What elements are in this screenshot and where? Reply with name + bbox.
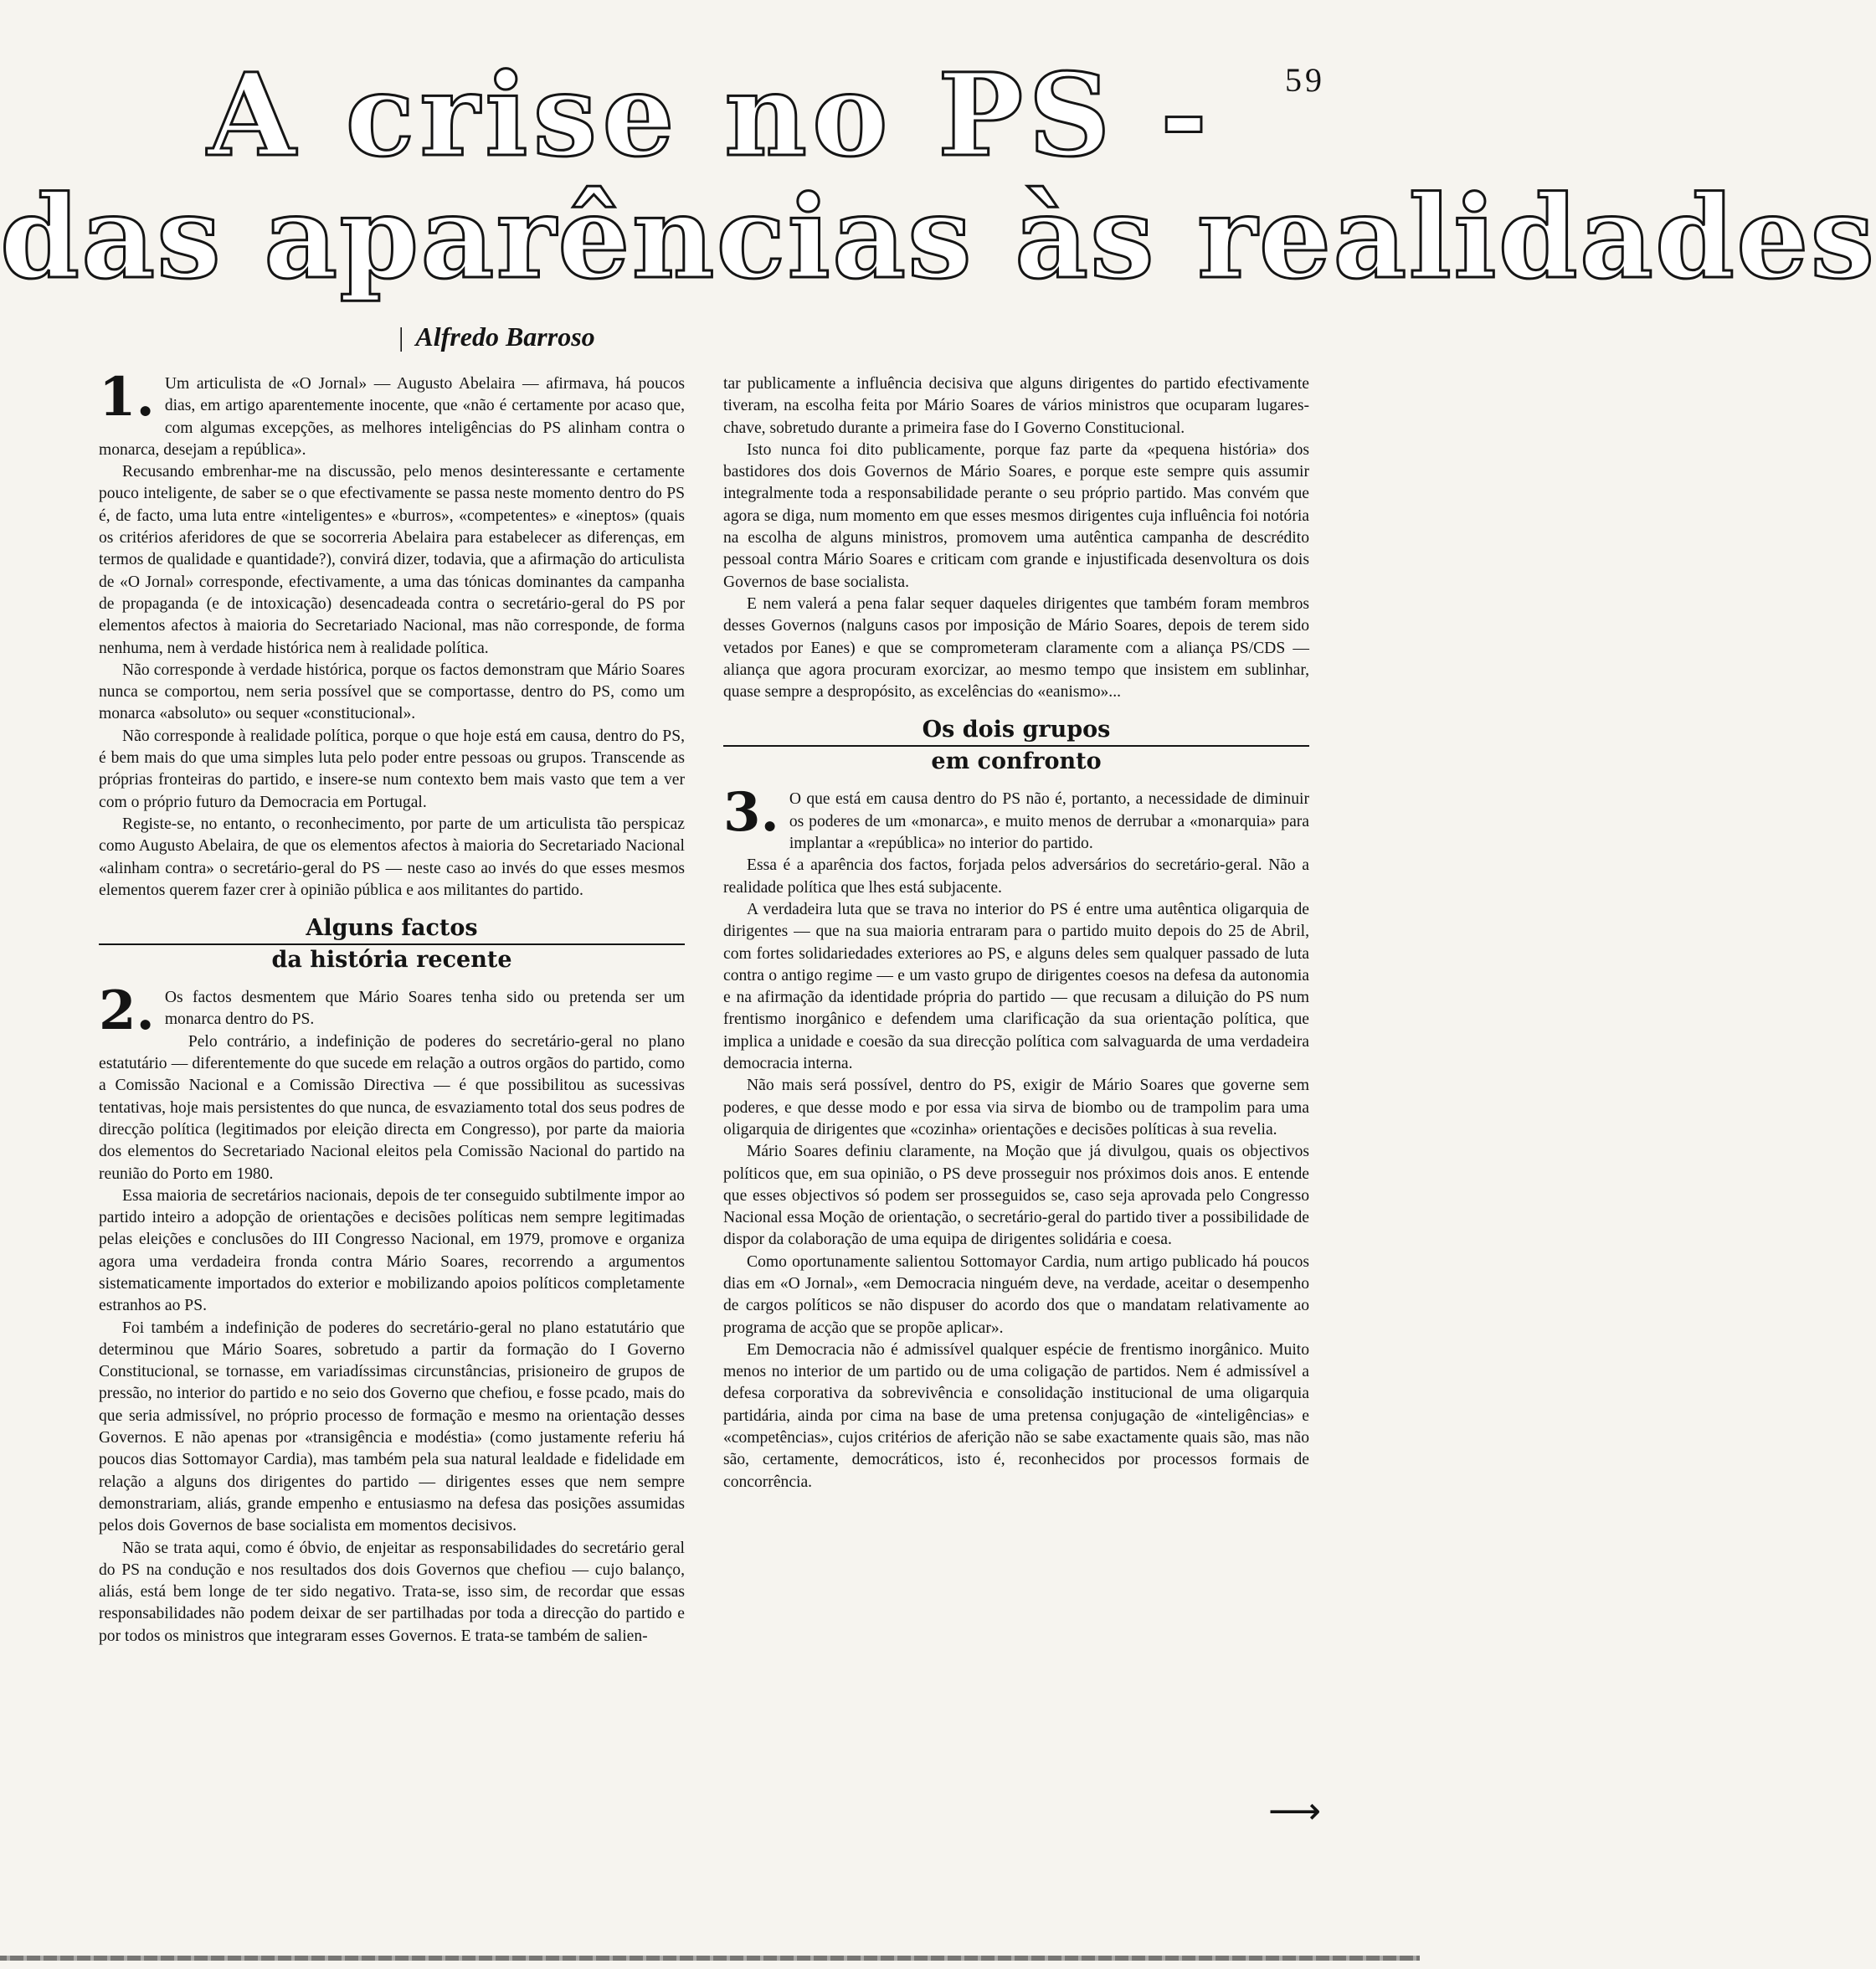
paragraph-text: Registe-se, no entanto, o reconhecimento, por parte de um articulista tão perspicaz como Augusto Abelaira, de que os elementos afectos à maioria do Secretariado Nacional «alinham contra» o secretário-geral do PS — neste caso ao invés do que esses mesmos elementos querem fazer crer à opinião pública e aos militantes do partido. [99, 815, 685, 899]
section-heading-line-2: em confronto [723, 745, 1309, 777]
paragraph [723, 899, 1309, 1075]
headline-line-1: A crise no PS - [207, 49, 1213, 183]
paragraph [99, 979, 685, 1043]
section-heading-line-2: da história recente [99, 943, 685, 975]
paragraph [723, 594, 1309, 703]
paragraph-text: Recusando embrenhar-me na discussão, pelo menos desinteressante e certamente pouco inteligente, de saber se o que efectivamente se passa neste momento dentro do PS é, de facto, uma luta entre «inteligentes» e «burros», «competentes» e «ineptos» (quais os critérios aferidores de que se socorreria Abelaira para estabelecer as diferenças, em termos de qualidade e quantidade?), convirá dizer, todavia, que a afirmação do articulista de «O Jornal» corresponde, efectivamente, a uma das tónicas dominantes da campanha de propaganda (e de intoxicação) desencadeada contra o secretário-geral do PS por elementos afectos à maioria do Secretariado Nacional, mas não corresponde, de forma nenhuma, nem à verdade histórica nem à realidade política. [99, 463, 685, 657]
paragraph-text: Não corresponde à realidade política, porque o que hoje está em causa, dentro do PS, é bem mais do que uma simples luta pelo poder entre pessoas ou grupos. Transcende as próprias fronteiras do partido, e insere-se num contexto bem mais vasto que tem a ver com o próprio futuro da Democracia em Portugal. [99, 727, 685, 811]
paragraph-text: Essa maioria de secretários nacionais, depois de ter conseguido subtilmente impor ao partido inteiro a adopção de orientações e decisões políticas nem sempre legitimadas pelas eleições e conclusões do III Congresso Nacional, em 1979, promove e organiza agora uma verdadeira fronda contra Mário Soares, recorrendo a argumentos sistematicamente importados do exterior e mobilizando apoios políticos completamente estranhos ao PS. [99, 1186, 685, 1315]
section-heading-line-1: Alguns factos [306, 915, 478, 942]
paragraph [723, 1075, 1309, 1141]
paragraph [723, 781, 1309, 855]
headline-line-2: das aparências às realidades [0, 171, 1876, 305]
paragraph [99, 1318, 685, 1538]
paragraph-text: O que está em causa dentro do PS não é, portanto, a necessidade de diminuir os poderes de um «monarca», e muito menos de derrubar a «monarquia» para implantar a «república» no interior do partido. [789, 790, 1309, 853]
paragraph [99, 726, 685, 814]
page-number: 59 [1285, 61, 1325, 99]
paragraph-text: Não mais será possível, dentro do PS, exigir de Mário Soares que governe sem poderes, e que desse modo e por essa via sirva de biombo ou de trampolim para uma oligarquia de dirigentes que «cozinha» orientações e decisões políticas à sua revelia. [723, 1077, 1309, 1139]
paragraph [99, 1185, 685, 1318]
section-heading-line-1: Os dois grupos [922, 717, 1111, 743]
paragraph-text: tar publicamente a influência decisiva que alguns dirigentes do partido efectivamente tiveram, na escolha feita por Mário Soares de vários ministros que ocuparam lugares-chave, sobretudo durante a primeira fase do I Governo Constitucional. [723, 375, 1309, 437]
paragraph [99, 461, 685, 660]
paragraph [723, 855, 1309, 899]
paragraph-text: A verdadeira luta que se trava no interior do PS é entre uma autêntica oligarquia de dirigentes — que na sua maioria entraram para o partido muito depois do 25 de Abril, com fortes solidariedades exteriores ao PS, e alguns deles sem qualquer passado de luta contra o antigo regime — e um vasto grupo de dirigentes coesos na defesa da autonomia e na afirmação da identidade própria do partido — que recusam a diluição do PS num frentismo inorgânico e defendem uma clarificação da sua orientação política, que implica a unidade e coesão da sua direcção política com salvaguarda de uma verdadeira democracia interna. [723, 900, 1309, 1073]
paragraph-text: Foi também a indefinição de poderes do secretário-geral no plano estatutário que determinou que Mário Soares, sobretudo a partir da formação do I Governo Constitucional, se tornasse, em variadíssimas circunstâncias, prisioneiro de grupos de pressão, no interior do partido e no seio dos Governo que chefiou, e fosse pcado, mais do que seria admissível, no próprio processo de formação e mesmo na orientação desses Governos. E não apenas por «transigência e modéstia» (como justamente referiu há poucos dias Sottomayor Cardia), mas também pela sua natural lealdade e fidelidade em relação a alguns dos dirigentes do partido — dirigentes esses que nem sempre demonstrariam, aliás, grande empenho e entusiasmo na defesa das posições assumidas pelos dois Governos de base socialista em momentos decisivos. [99, 1319, 685, 1535]
paragraph [723, 1339, 1309, 1493]
paragraph [99, 814, 685, 902]
right-column [723, 373, 1309, 1493]
paragraph [99, 660, 685, 726]
paragraph [99, 1031, 685, 1185]
paragraph-text: Não corresponde à verdade histórica, porque os factos demonstram que Mário Soares nunca se comportou, nem seria possível que se comportasse, dentro do PS, como um monarca «absoluto» ou sequer «constitucional». [99, 661, 685, 723]
paragraph-text: Os factos desmentem que Mário Soares tenha sido ou pretenda ser um monarca dentro do PS. [164, 989, 685, 1029]
paragraph-text: Não se trata aqui, como é óbvio, de enjeitar as responsabilidades do secretário geral do PS na condução e nos resultados dos dois Governos que chefiou — cujo balanço, aliás, está bem longe de ter sido negativo. Trata-se, isso sim, de recordar que essas responsabilidades não podem deixar de ser partilhadas por toda a direcção do partido e por todos os ministros que integraram esses Governos. E trata-se também de salien- [99, 1539, 685, 1645]
paragraph-text: Como oportunamente salientou Sottomayor Cardia, num artigo publicado há poucos dias em «O Jornal», «em Democracia ninguém deve, na verdade, aceitar o desempenho de cargos políticos se não dispuser do acordo dos que o mandatam relativamente ao programa de acção que se propõe aplicar». [723, 1252, 1309, 1337]
left-column [99, 366, 685, 1648]
paragraph [723, 1141, 1309, 1251]
byline-bar: | [398, 321, 404, 352]
paragraph [99, 1538, 685, 1648]
paragraph-text: Essa é a aparência dos factos, forjada pelos adversários do secretário-geral. Não a realidade política que lhes está subjacente. [723, 856, 1309, 897]
section-number: 2. [99, 979, 155, 1043]
section-number: 1. [99, 366, 155, 429]
paragraph-text: Pelo contrário, a indefinição de poderes do secretário-geral no plano estatutário — diferentemente do que sucede em relação a outros orgãos do partido, como a Comissão Nacional e a Comissão Directiva — é que possibilitou as sucessivas tentativas, hoje mais persistentes do que nunca, de esvaziamento total dos seus podres de direcção política (legitimados por eleição directa em Congresso), por parte da maioria dos elementos do Secretariado Nacional eleitos pela Comissão Nacional do partido na reunião do Porto em 1980. [99, 1032, 685, 1183]
paragraph [723, 373, 1309, 440]
section-number: 3. [723, 781, 779, 845]
paragraph [723, 1252, 1309, 1339]
byline [398, 321, 595, 352]
page-bottom-edge [0, 1956, 1420, 1961]
paragraph-text: Em Democracia não é admissível qualquer espécie de frentismo inorgânico. Muito menos no interior de um partido ou de uma coligação de partidos. Nem é admissível a defesa corporativa da sobrevivência e consolidação institucional de uma oligarquia partidária, ainda por cima na base de uma pretensa conjugação de «inteligências» e «competências», cujos critérios de aferição não se sabe exactamente quais são, mas não são, certamente, democráticos, isto é, reconhecidos por processos formais de concorrência. [723, 1340, 1309, 1491]
paragraph-text: Mário Soares definiu claramente, na Moção que já divulgou, quais os objectivos políticos que, em sua opinião, o PS deve prosseguir nos próximos dois anos. E entende que esses objectivos só podem ser prosseguidos se, caso seja aprovada pelo Congresso Nacional essa Moção de orientação, o secretário-geral do partido tiver a possibilidade de dispor da colaboração de uma equipa de dirigentes solidária e coesa. [723, 1143, 1309, 1249]
paragraph-text: Isto nunca foi dito publicamente, porque faz parte da «pequena história» dos bastidores dos dois Governos de Mário Soares, e porque este sempre quis assumir integralmente toda a responsabilidade perante o seu próprio partido. Mas convém que agora se diga, num momento em que esses mesmos dirigentes cuja influência foi notória na escolha de alguns ministros, promovem uma autêntica campanha de descrédito pessoal contra Mário Soares e criticam com grande e injustificada desenvoltura os dois Governos de base socialista. [723, 440, 1309, 591]
arrow-right-icon: ⟶ [1268, 1790, 1322, 1833]
paragraph [99, 366, 685, 461]
byline-author: Alfredo Barroso [415, 321, 595, 352]
paragraph-text: E nem valerá a pena falar sequer daqueles dirigentes que também foram membros desses Governos (nalguns casos por imposição de Mário Soares, depois de terem sido vetados por Eanes) e que se comprometeram claramente com a aliança PS/CDS — aliança que agora procuram exorcizar, ao mesmo tempo que insistem em sublinhar, quase sempre a despropósito, as excelências do «eanismo»... [723, 594, 1309, 702]
paragraph [723, 440, 1309, 594]
paragraph-text: Um articulista de «O Jornal» — Augusto Abelaira — afirmava, há poucos dias, em artigo aparentemente inocente, que «não é certamente por acaso que, com algumas excepções, as melhores inteligências do PS alinham contra o monarca, desejam a república». [99, 375, 685, 459]
